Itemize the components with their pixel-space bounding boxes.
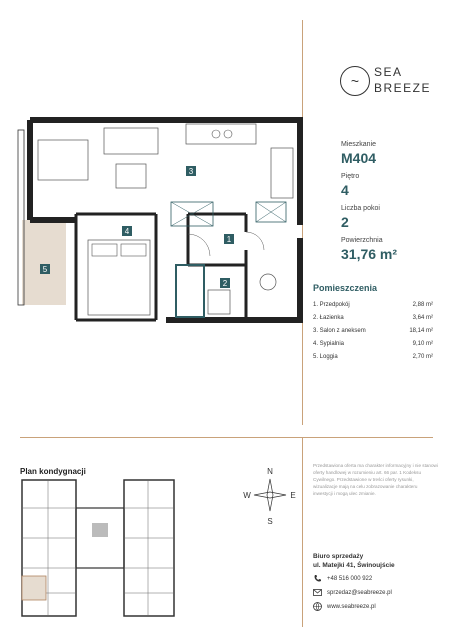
inner-walls [76,214,246,320]
room-name: 5. Loggia [313,354,338,360]
office-address: ul. Matejki 41, Świnoujście [313,562,395,569]
bathtub [176,265,204,317]
kitchen-counter [186,124,256,144]
room-area: 18,14 m² [409,328,433,334]
rooms-value: 2 [341,214,349,230]
room-number: 3 [188,167,194,176]
sofa [104,128,158,154]
room-number: 5 [42,265,48,274]
room-area: 2,70 m² [412,354,433,360]
loggia-floor [22,220,66,305]
logo-line2: BREEZE [374,81,432,95]
area-label: Powierzchnia [341,237,383,244]
email-contact[interactable] [313,588,392,597]
compass-s: S [267,517,273,525]
room-number: 1 [226,235,232,244]
floor-label: Piętro [341,173,360,180]
apartment-value: M404 [341,150,377,166]
door-arc [188,234,210,256]
room-area: 9,10 m² [412,341,433,347]
web-contact[interactable] [313,602,376,611]
room-name: 3. Salon z aneksem [313,328,366,334]
office-title: Biuro sprzedaży [313,553,364,560]
washing-machine [260,274,276,290]
wave-icon: ~ [340,66,370,96]
website-url[interactable]: www.seabreeze.pl [327,603,376,610]
room-number: 4 [124,227,130,236]
compass-n: N [267,467,273,476]
apartment-info [341,140,441,268]
mail-icon [313,588,322,597]
logo-line1: SEA [374,65,403,79]
globe-icon [313,602,322,611]
apartment-floor-plan [16,110,306,325]
coffee-table [116,164,146,188]
sales-office [313,552,395,570]
rooms-label: Liczba pokoi [341,205,380,212]
logo [340,64,436,100]
compass-w: W [243,491,251,500]
room-name: 4. Sypialnia [313,341,345,347]
floor-value: 4 [341,182,349,198]
compass-icon [240,465,300,525]
dining-table [38,140,88,180]
room-area: 3,64 m² [412,315,433,321]
fridge [271,148,293,198]
floor-plan-title: Plan kondygnacji [20,467,86,476]
room-number: 2 [222,279,228,288]
apartment-label: Mieszkanie [341,141,377,148]
area-value: 31,76 m² [341,246,398,262]
compass-e: E [290,491,296,500]
building-floor-plan [20,478,176,620]
disclaimer-text: Przedstawiona oferta ma charakter informacyjny i nie stanowi oferty handlowej w rozumieniu art. 66 par. 1 Kodeksu Cywilnego. Przedstawione w treści oferty rysunki, wizualizacje mają na celu zobrazowanie charakteru inwestycji i mogą ulec zmianie. [313,463,438,496]
outer-walls [30,120,300,320]
room-area: 2,88 m² [412,302,433,308]
phone-contact[interactable] [313,574,372,583]
highlighted-unit [22,576,46,600]
rooms-title: Pomieszczenia [313,283,378,293]
door-arc [246,232,264,250]
staircase [92,523,108,537]
horizontal-divider [20,437,433,438]
email-address[interactable]: sprzedaz@seabreeze.pl [327,589,392,596]
room-name: 2. Łazienka [313,315,344,321]
room-name: 1. Przedpokój [313,302,350,308]
bed [88,240,150,315]
toilet [208,290,230,314]
vertical-divider-bottom [302,437,303,627]
phone-icon [313,574,322,583]
phone-number[interactable]: +48 516 000 922 [327,575,373,582]
